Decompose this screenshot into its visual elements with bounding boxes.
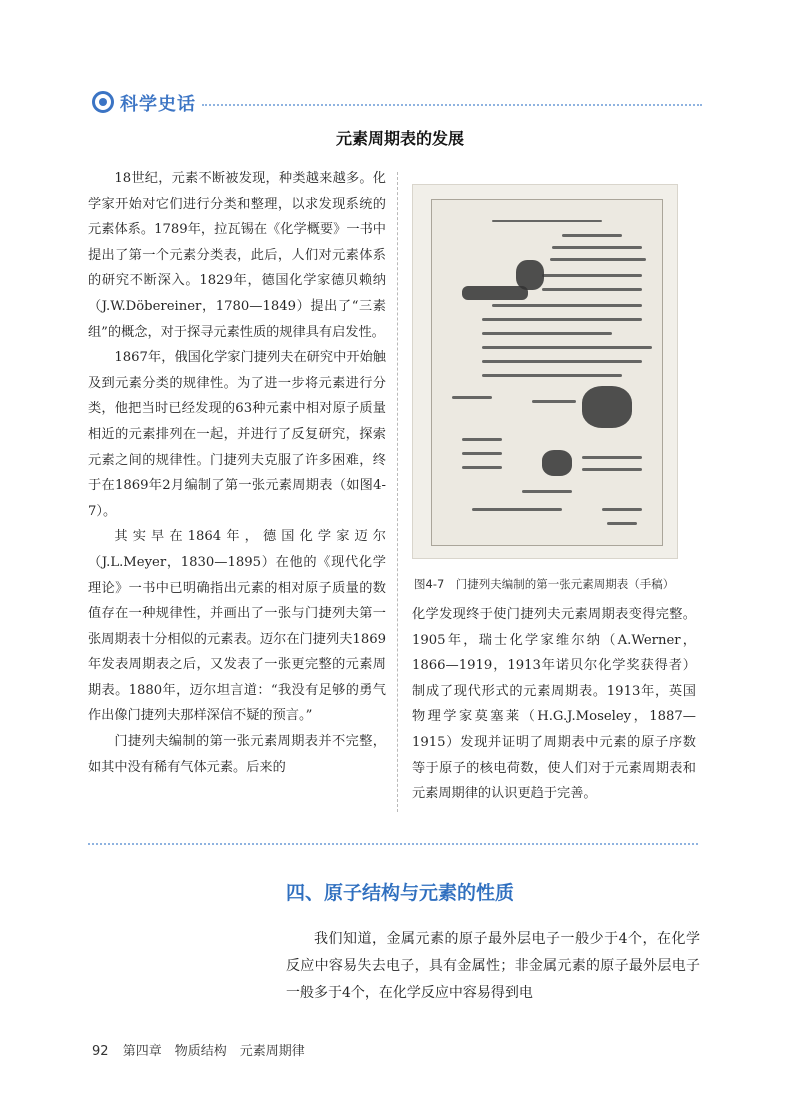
article-paragraph: 化学发现终于使门捷列夫元素周期表变得完整。1905年，瑞士化学家维尔纳（A.Werner，1866—1919，1913年诺贝尔化学奖获得者）制成了现代形式的元素周期表。1913年，英国物理学家莫塞莱（H.G.J.Moseley，1887—1915）发现并证明了周期表中元素的原子序数等于原子的核电荷数，使人们对于元素周期表和元素周期律的认识更趋于完善。 (412, 607, 696, 802)
column-divider (397, 172, 398, 812)
article-title: 元素周期表的发展 (335, 129, 464, 148)
manuscript-image (431, 199, 663, 546)
article-paragraph: 18世纪，元素不断被发现，种类越来越多。化学家开始对它们进行分类和整理，以求发现系统的元素体系。1789年，拉瓦锡在《化学概要》一书中提出了第一个元素分类表，此后，人们对元素体系的研究不断深入。1829年，德国化学家德贝赖纳（J.W.Döbereiner，1780—1849）提出了“三素组”的概念，对于探寻元素性质的规律具有启发性。 (88, 171, 386, 340)
section-body (286, 926, 700, 1007)
article-right-column (412, 602, 696, 807)
article-paragraph: 1867年，俄国化学家门捷列夫在研究中开始触及到元素分类的规律性。为了进一步将元素进行分类，他把当时已经发现的63种元素中相对原子质量相近的元素排列在一起，并进行了反复研究，探索元素之间的规律性。门捷列夫克服了许多困难，终于在1869年2月编制了第一张元素周期表（如图4-7）。 (88, 350, 386, 519)
science-history-header (92, 88, 702, 124)
article-left-column (88, 166, 386, 780)
page-footer (92, 1040, 305, 1059)
figure-caption: 图4-7 门捷列夫编制的第一张元素周期表（手稿） (414, 577, 675, 591)
section-separator (88, 843, 698, 851)
header-title: 科学史话 (120, 94, 196, 115)
article-paragraph: 门捷列夫编制的第一张元素周期表并不完整，如其中没有稀有气体元素。后来的 (88, 734, 386, 775)
chapter-title: 第四章 物质结构 元素周期律 (122, 1044, 305, 1059)
article-paragraph: 其实早在1864年，德国化学家迈尔（J.L.Meyer，1830—1895）在他的《现代化学理论》一书中已明确指出元素的相对原子质量的数值存在一种规律性，并画出了一张与门捷列夫第一张周期表十分相似的元素表。迈尔在门捷列夫1869年发表周期表之后，又发表了一张更完整的元素周期表。1880年，迈尔坦言道：“我没有足够的勇气作出像门捷列夫那样深信不疑的预言。” (88, 529, 386, 724)
body-paragraph: 我们知道，金属元素的原子最外层电子一般少于4个，在化学反应中容易失去电子，具有金属性；非金属元素的原子最外层电子一般多于4个，在化学反应中容易得到电 (286, 931, 700, 1001)
mendeleev-manuscript-figure (412, 184, 678, 559)
section-heading: 四、原子结构与元素的性质 (285, 882, 514, 904)
header-dotted-rule (202, 104, 702, 106)
page-number: 92 (92, 1044, 109, 1059)
science-history-logo-icon (92, 91, 114, 113)
